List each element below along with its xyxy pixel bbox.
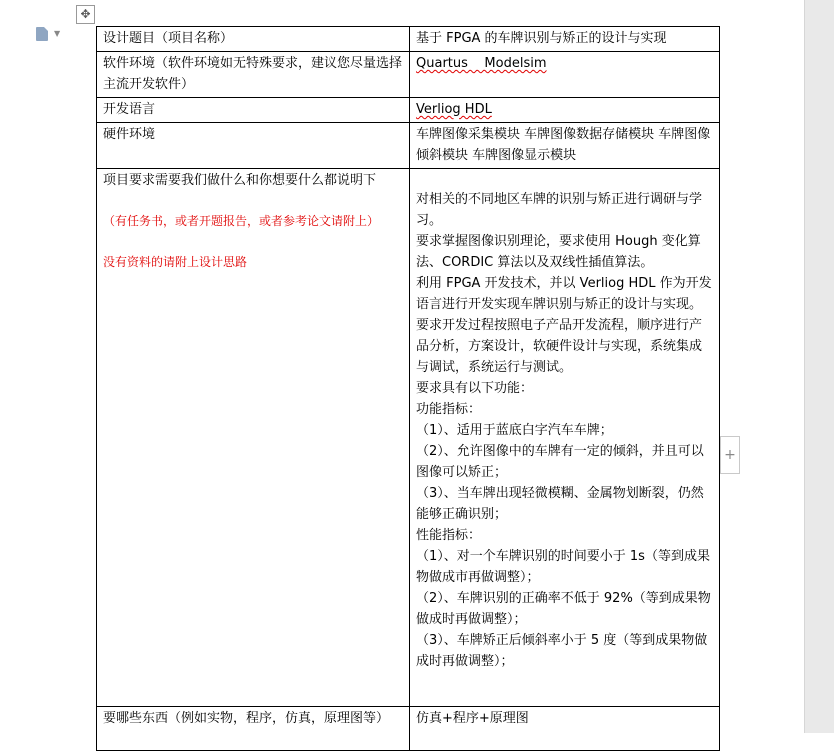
req-paragraph: （1）、对一个车牌识别的时间要小于 1s（等到成果物做成市再做调整）； [416,549,710,585]
language-value: Verliog HDL [416,102,492,117]
requirements-table [96,26,720,751]
req-paragraph: （1）、适用于蓝底白字汽车车牌； [416,423,613,438]
req-paragraph: 要求掌握图像识别理论，要求使用 Hough 变化算法、CORDIC 算法以及双线性插值算法。 [416,234,701,270]
software-value: Quartus Modelsim [416,56,547,71]
requirements-label-cell [97,169,410,707]
row-value [410,52,720,98]
row-value [410,98,720,123]
design-idea-note: 没有资料的请附上设计思路 [103,255,248,269]
req-paragraph: 对相关的不同地区车牌的识别与矫正进行调研与学习。 [416,192,703,228]
table-move-handle-icon[interactable]: ✥ [76,5,95,24]
req-paragraph: 要求具有以下功能： [416,381,534,396]
row-value: 车牌图像采集模块 车牌图像数据存储模块 车牌图像倾斜模块 车牌图像显示模块 [410,123,720,169]
req-paragraph: 要求开发过程按照电子产品开发流程，顺序进行产品分析，方案设计，软硬件设计与实现，系统集成与调试，系统运行与测试。 [416,318,703,375]
row-label: 硬件环境 [97,123,410,169]
table-row [97,52,720,98]
row-value: 仿真+程序+原理图 [410,707,720,751]
attachment-note: （有任务书，或者开题报告，或者参考论文请附上） [103,214,380,228]
table-row [97,123,720,169]
row-label: 设计题目（项目名称） [97,27,410,52]
requirements-label: 项目要求需要我们做什么和你想要什么都说明下 [103,173,377,188]
table-row [97,169,720,707]
req-paragraph: （2）、允许图像中的车牌有一定的倾斜，并且可以图像可以矫正； [416,444,704,480]
table-row [97,707,720,751]
row-label: 开发语言 [97,98,410,123]
req-paragraph: 功能指标： [416,402,482,417]
row-label: 要哪些东西（例如实物，程序，仿真，原理图等） [97,707,410,751]
req-paragraph: （2）、车牌识别的正确率不低于 92%（等到成果物做成时再做调整）； [416,591,711,627]
window-right-margin [804,0,834,733]
add-column-icon[interactable]: + [720,436,740,474]
req-paragraph: （3）、当车牌出现轻微模糊、金属物划断裂，仍然能够正确识别； [416,486,704,522]
row-value: 基于 FPGA 的车牌识别与矫正的设计与实现 [410,27,720,52]
row-label: 软件环境（软件环境如无特殊要求，建议您尽量选择主流开发软件） [97,52,410,98]
requirements-content [410,169,720,707]
document-icon[interactable] [36,27,48,41]
req-paragraph: 利用 FPGA 开发技术，并以 Verliog HDL 作为开发语言进行开发实现车牌识别与矫正的设计与实现。 [416,276,712,312]
req-paragraph: 性能指标： [416,528,482,543]
table-row [97,98,720,123]
chevron-down-icon[interactable]: ▼ [54,29,61,38]
req-paragraph: （3）、车牌矫正后倾斜率小于 5 度（等到成果物做成时再做调整）； [416,633,708,669]
table-row [97,27,720,52]
